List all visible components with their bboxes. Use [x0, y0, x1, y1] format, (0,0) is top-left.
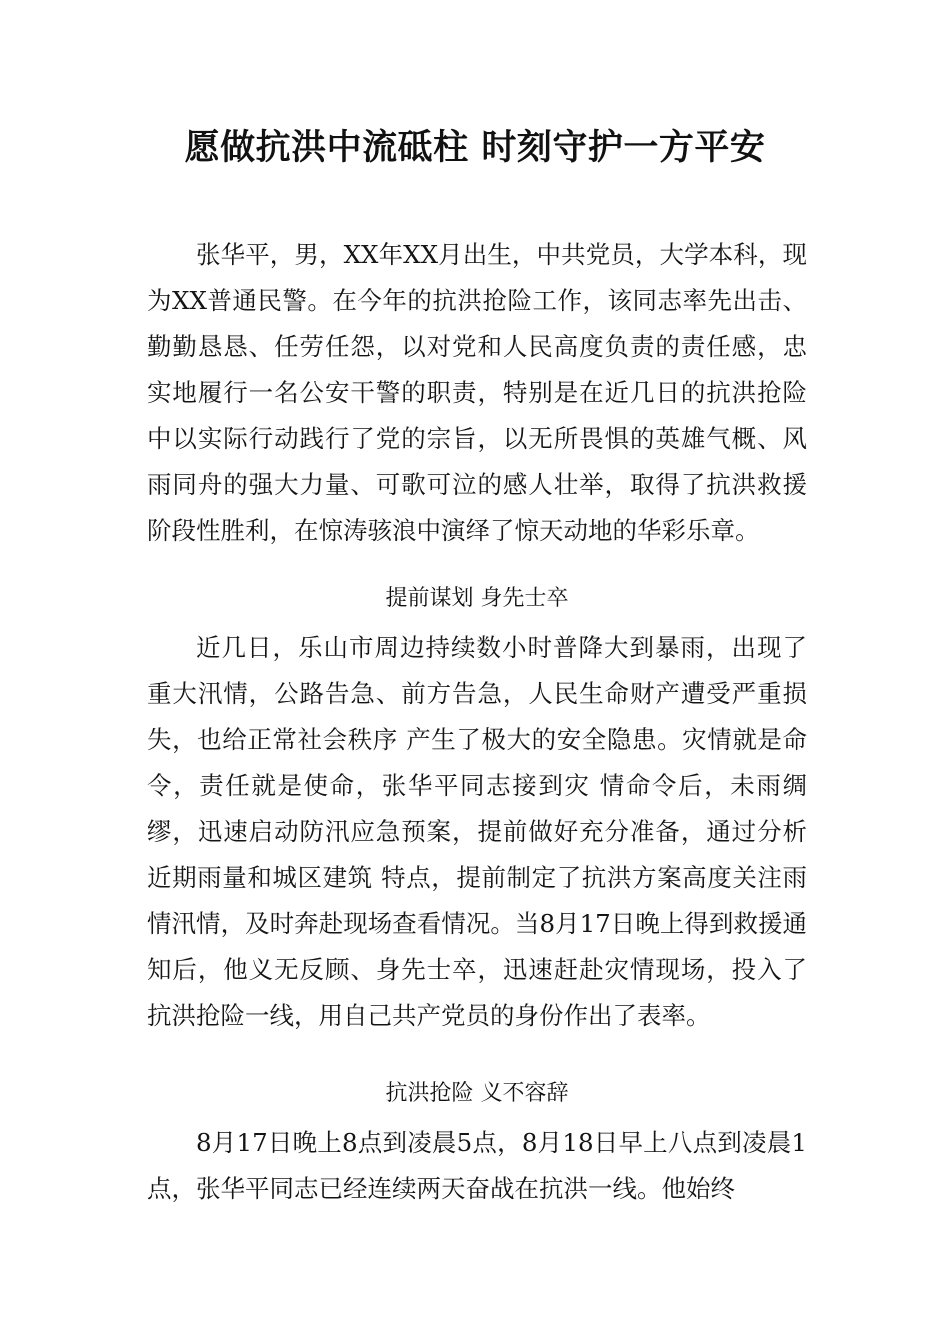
- section-heading-flood-fighting: 抗洪抢险 义不容辞: [385, 1081, 569, 1106]
- paragraph-flood-fighting: 8月17日晚上8点到凌晨5点，8月18日早上八点到凌晨1点，张华平同志已经连续两天奋战在抗洪一线。他始终: [147, 1128, 807, 1203]
- paragraph-introduction: 张华平，男，XX年XX月出生，中共党员，大学本科，现为XX普通民警。在今年的抗洪抢险工作，该同志率先出击、勤勤恳恳、任劳任怨，以对党和人民高度负责的责任感，忠实地履行一名公安干警的职责，特别是在近几日的抗洪抢险中以实际行动践行了党的宗旨，以无所畏惧的英雄气概、风雨同舟的强大力量、可歌可泣的感人壮举，取得了抗洪救援阶段性胜利，在惊涛骇浪中演绎了惊天动地的华彩乐章。: [147, 240, 807, 545]
- document-title: 愿做抗洪中流砥柱 时刻守护一方平安: [184, 127, 766, 168]
- section-heading-planning: 提前谋划 身先士卒: [385, 586, 569, 611]
- paragraph-planning: 近几日，乐山市周边持续数小时普降大到暴雨，出现了重大汛情，公路告急、前方告急，人民生命财产遭受严重损失，也给正常社会秩序 产生了极大的安全隐患。灾情就是命令，责任就是使命，张华平同志接到灾 情命令后，未雨绸缪，迅速启动防汛应急预案，提前做好充分准备，通过分析近期雨量和城区建筑 特点，提前制定了抗洪方案高度关注雨情汛情，及时奔赴现场查看情况。当8月17日晚上得到救援通知后，他义无反顾、身先士卒，迅速赶赴灾情现场，投入了抗洪抢险一线，用自己共产党员的身份作出了表率。: [147, 633, 807, 1030]
